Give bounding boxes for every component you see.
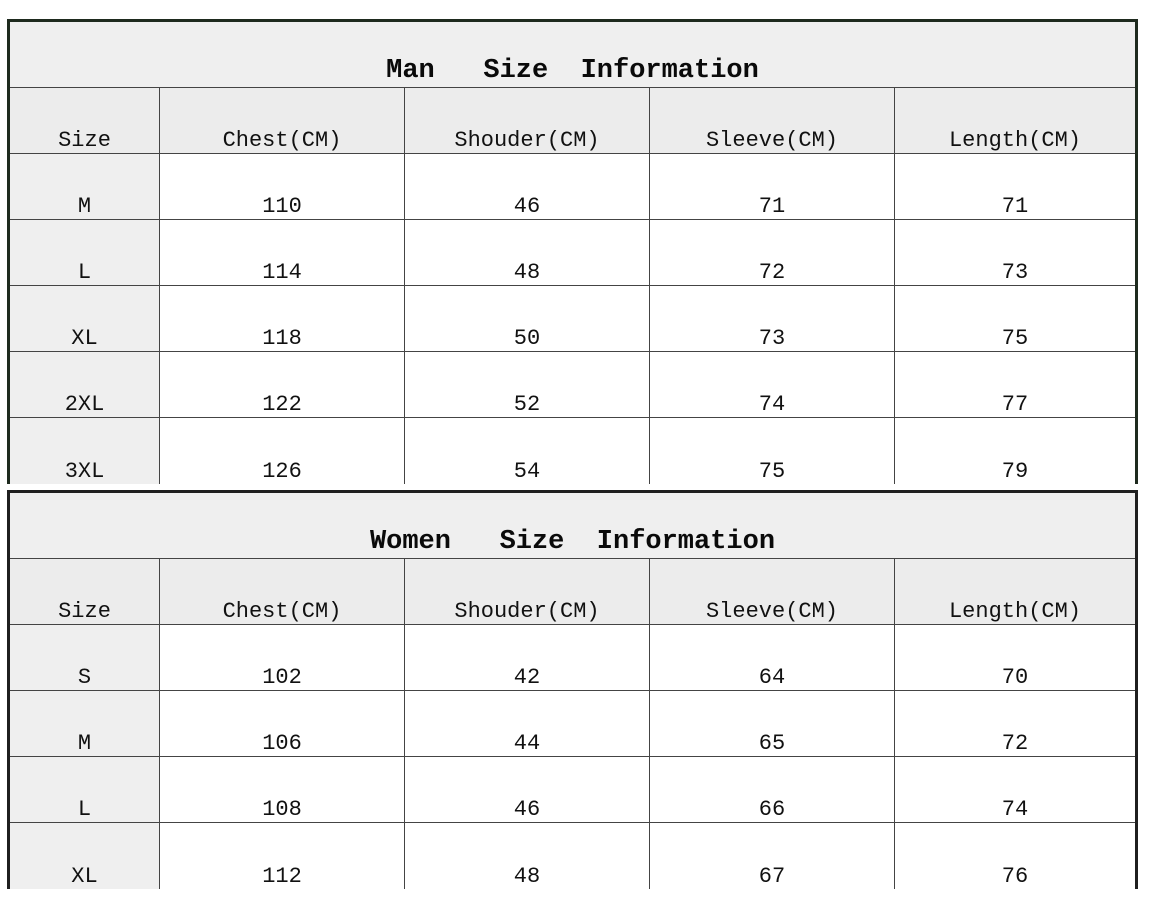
size-cell: XL: [10, 286, 160, 351]
women-header-chest: Chest(CM): [160, 559, 405, 624]
sleeve-cell: 71: [650, 154, 895, 219]
women-table-title: Women Size Information: [369, 527, 776, 557]
women-header-length: Length(CM): [895, 559, 1135, 624]
women-header-size: Size: [10, 559, 160, 624]
chest-cell: 122: [160, 352, 405, 417]
size-cell: 3XL: [10, 418, 160, 484]
chest-cell: 118: [160, 286, 405, 351]
table-row: [10, 220, 1135, 286]
length-cell: 75: [895, 286, 1135, 351]
size-cell: L: [10, 220, 160, 285]
sleeve-cell: 64: [650, 625, 895, 690]
women-header-sleeve: Sleeve(CM): [650, 559, 895, 624]
sleeve-cell: 67: [650, 823, 895, 889]
sleeve-cell: 72: [650, 220, 895, 285]
length-cell: 71: [895, 154, 1135, 219]
man-table-title: Man Size Information: [386, 56, 759, 86]
shoulder-cell: 50: [405, 286, 650, 351]
table-row: [10, 418, 1135, 484]
chest-cell: 108: [160, 757, 405, 822]
size-cell: S: [10, 625, 160, 690]
shoulder-cell: 44: [405, 691, 650, 756]
women-table-title-row: [10, 493, 1135, 559]
man-header-length: Length(CM): [895, 88, 1135, 153]
women-header-row: [10, 559, 1135, 625]
chest-cell: 110: [160, 154, 405, 219]
shoulder-cell: 46: [405, 757, 650, 822]
chest-cell: 112: [160, 823, 405, 889]
size-cell: M: [10, 154, 160, 219]
size-cell: L: [10, 757, 160, 822]
chest-cell: 126: [160, 418, 405, 484]
man-table-title-row: [10, 22, 1135, 88]
women-header-shoulder: Shouder(CM): [405, 559, 650, 624]
sleeve-cell: 75: [650, 418, 895, 484]
length-cell: 72: [895, 691, 1135, 756]
man-header-size: Size: [10, 88, 160, 153]
sleeve-cell: 66: [650, 757, 895, 822]
sleeve-cell: 74: [650, 352, 895, 417]
shoulder-cell: 42: [405, 625, 650, 690]
shoulder-cell: 52: [405, 352, 650, 417]
size-cell: 2XL: [10, 352, 160, 417]
man-header-sleeve: Sleeve(CM): [650, 88, 895, 153]
women-size-table: [7, 490, 1138, 889]
chest-cell: 114: [160, 220, 405, 285]
man-header-shoulder: Shouder(CM): [405, 88, 650, 153]
shoulder-cell: 48: [405, 823, 650, 889]
length-cell: 74: [895, 757, 1135, 822]
table-row: [10, 625, 1135, 691]
table-row: [10, 352, 1135, 418]
table-row: [10, 823, 1135, 889]
length-cell: 76: [895, 823, 1135, 889]
table-row: [10, 286, 1135, 352]
shoulder-cell: 46: [405, 154, 650, 219]
chest-cell: 102: [160, 625, 405, 690]
shoulder-cell: 54: [405, 418, 650, 484]
chest-cell: 106: [160, 691, 405, 756]
length-cell: 77: [895, 352, 1135, 417]
length-cell: 70: [895, 625, 1135, 690]
length-cell: 79: [895, 418, 1135, 484]
table-row: [10, 757, 1135, 823]
size-cell: M: [10, 691, 160, 756]
table-row: [10, 691, 1135, 757]
man-header-row: [10, 88, 1135, 154]
table-row: [10, 154, 1135, 220]
sleeve-cell: 73: [650, 286, 895, 351]
man-header-chest: Chest(CM): [160, 88, 405, 153]
sleeve-cell: 65: [650, 691, 895, 756]
shoulder-cell: 48: [405, 220, 650, 285]
size-cell: XL: [10, 823, 160, 889]
man-size-table: [7, 19, 1138, 484]
length-cell: 73: [895, 220, 1135, 285]
